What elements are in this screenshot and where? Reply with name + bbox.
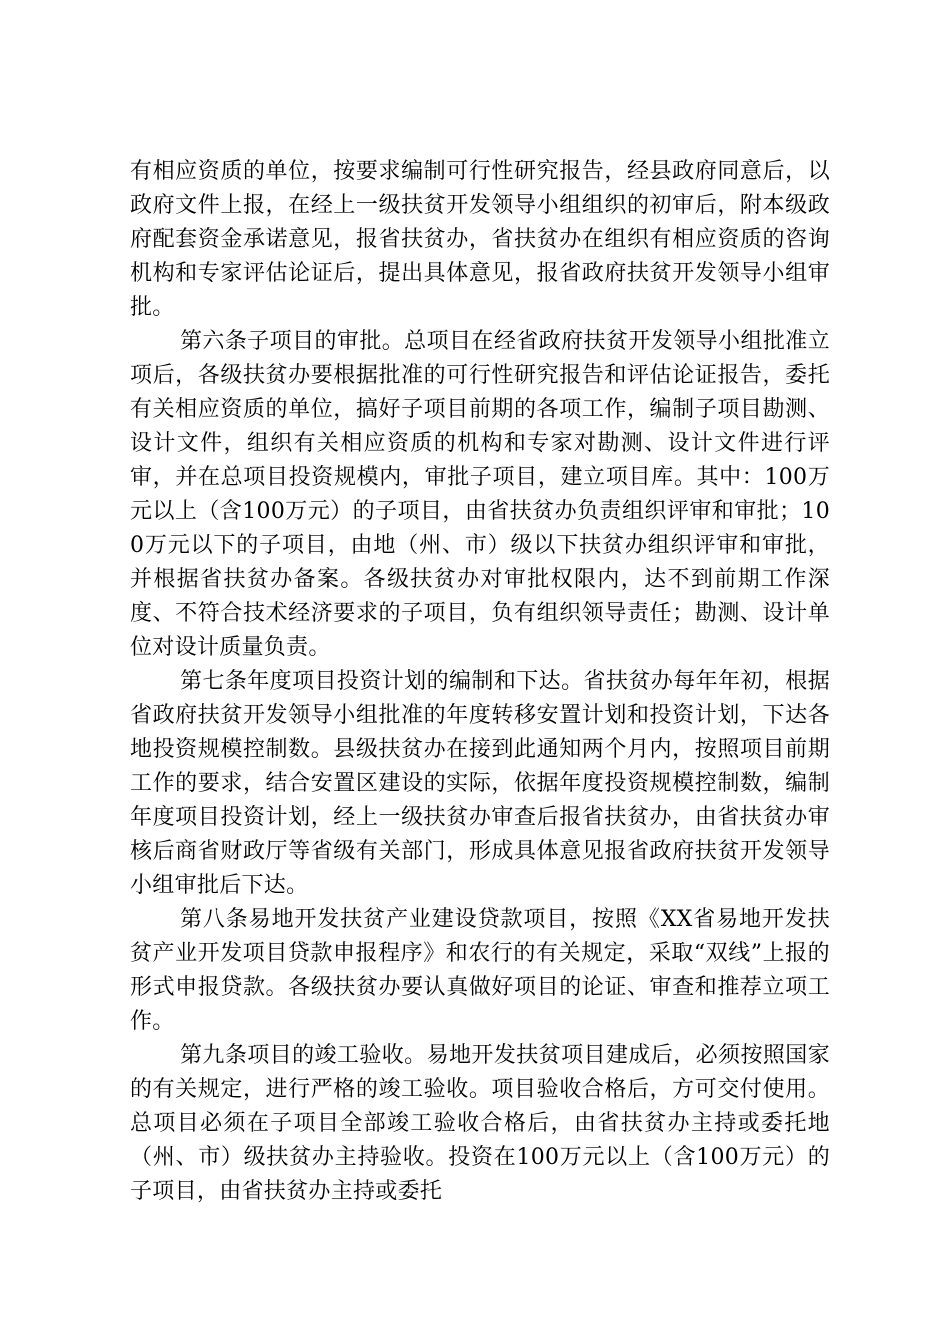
- paragraph-article-9: 第九条项目的竣工验收。易地开发扶贫项目建成后，必须按照国家的有关规定，进行严格的竣工验收。项目验收合格后，方可交付使用。总项目必须在子项目全部竣工验收合格后，由省扶贫办主持或委托地（州、市）级扶贫办主持验收。投资在100万元以上（含100万元）的子项目，由省扶贫办主持或委托: [130, 1043, 830, 1204]
- paragraph-article-6: 第六条子项目的审批。总项目在经省政府扶贫开发领导小组批准立项后，各级扶贫办要根据批准的可行性研究报告和评估论证报告，委托有关相应资质的单位，搞好子项目前期的各项工作，编制子项目勘测、设计文件，组织有关相应资质的机构和专家对勘测、设计文件进行评审，并在总项目投资规模内，审批子项目，建立项目库。其中：100万元以上（含100万元）的子项目，由省扶贫办负责组织评审和审批；100万元以下的子项目，由地（州、市）级以下扶贫办组织评审和审批，并根据省扶贫办备案。各级扶贫办对审批权限内，达不到前期工作深度、不符合技术经济要求的子项目，负有组织领导责任；勘测、设计单位对设计质量负责。: [130, 329, 830, 660]
- paragraph-article-7: 第七条年度项目投资计划的编制和下达。省扶贫办每年年初，根据省政府扶贫开发领导小组批准的年度转移安置计划和投资计划，下达各地投资规模控制数。县级扶贫办在接到此通知两个月内，按照项目前期工作的要求，结合安置区建设的实际，依据年度投资规模控制数，编制年度项目投资计划，经上一级扶贫办审查后报省扶贫办，由省扶贫办审核后商省财政厅等省级有关部门，形成具体意见报省政府扶贫开发领导小组审批后下达。: [130, 669, 830, 898]
- paragraph-continuation: 有相应资质的单位，按要求编制可行性研究报告，经县政府同意后，以政府文件上报，在经上一级扶贫开发领导小组组织的初审后，附本级政府配套资金承诺意见，报省扶贫办，省扶贫办在组织有相应资质的咨询机构和专家评估论证后，提出具体意见，报省政府扶贫开发领导小组审批。: [130, 159, 830, 320]
- document-body: [130, 155, 830, 1209]
- paragraph-article-8: 第八条易地开发扶贫产业建设贷款项目，按照《XX省易地开发扶贫产业开发项目贷款申报程序》和农行的有关规定，采取“双线”上报的形式申报贷款。各级扶贫办要认真做好项目的论证、审查和推荐立项工作。: [130, 907, 830, 1034]
